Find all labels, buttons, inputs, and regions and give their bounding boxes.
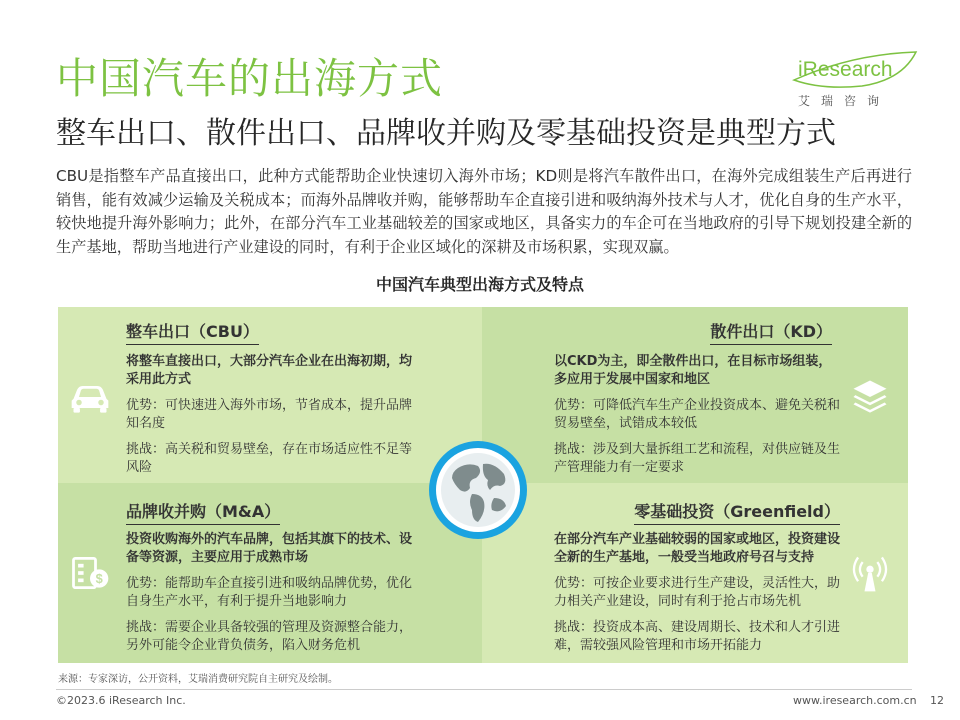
ma-title: 品牌收并购（M&A） bbox=[126, 499, 280, 525]
page-title: 中国汽车的出海方式 bbox=[56, 54, 444, 103]
globe-icon bbox=[428, 440, 528, 540]
iresearch-logo bbox=[792, 50, 918, 112]
cbu-body bbox=[126, 353, 416, 485]
quadrant-greenfield bbox=[482, 483, 908, 663]
copyright: ©2023.6 iResearch Inc. bbox=[56, 694, 186, 707]
kd-body bbox=[554, 353, 844, 485]
greenfield-body bbox=[554, 531, 844, 663]
ma-body bbox=[126, 531, 416, 663]
greenfield-advantage: 优势：可按企业要求进行生产建设，灵活性大，助力相关产业建设，同时有利于抢占市场先机 bbox=[554, 576, 841, 609]
source-note: 来源：专家深访，公开资料，艾瑞消费研究院自主研究及绘制。 bbox=[58, 674, 338, 685]
greenfield-title: 零基础投资（Greenfield） bbox=[634, 499, 840, 525]
quadrant-cbu bbox=[58, 307, 482, 483]
ma-intro: 投资收购海外的汽车品牌，包括其旗下的技术、设备等资源，主要应用于成熟市场 bbox=[126, 532, 413, 565]
page-number: 12 bbox=[930, 694, 944, 707]
ma-advantage: 优势：能帮助车企直接引进和吸纳品牌优势，优化自身生产水平，有利于提升当地影响力 bbox=[126, 576, 413, 609]
kd-advantage: 优势：可降低汽车生产企业投资成本、避免关税和贸易壁垒，试错成本较低 bbox=[554, 398, 841, 431]
quadrant-kd bbox=[482, 307, 908, 483]
quadrant-ma bbox=[58, 483, 482, 663]
cbu-advantage: 优势：可快速进入海外市场，节省成本，提升品牌知名度 bbox=[126, 398, 413, 431]
layers-icon bbox=[848, 375, 892, 419]
footer-divider bbox=[56, 689, 912, 690]
intro-paragraph: CBU是指整车产品直接出口，此种方式能帮助企业快速切入海外市场；KD则是将汽车散件出口，在海外完成组装生产后再进行销售，能有效减少运输及关税成本；而海外品牌收并购，能够帮助车企直接引进和吸纳海外技术与人才，优化自身的生产水平，较快地提升海外影响力；此外，在部分汽车工业基础较差的国家或地区，具备实力的车企可在当地政府的引导下规划投建全新的生产基地，帮助当地进行产业建设的同时，有利于企业区域化的深耕及市场积累，实现双赢。 bbox=[56, 167, 912, 256]
cbu-challenge: 挑战：高关税和贸易壁垒，存在市场适应性不足等风险 bbox=[126, 442, 413, 475]
kd-title: 散件出口（KD） bbox=[710, 319, 832, 345]
ma-challenge: 挑战：需要企业具备较强的管理及资源整合能力，另外可能令企业背负债务，陷入财务危机 bbox=[126, 620, 413, 653]
page-subtitle: 整车出口、散件出口、品牌收并购及零基础投资是典型方式 bbox=[56, 116, 836, 151]
cbu-title: 整车出口（CBU） bbox=[126, 319, 259, 345]
cbu-intro: 将整车直接出口，大部分汽车企业在出海初期，均采用此方式 bbox=[126, 354, 413, 387]
car-icon bbox=[68, 375, 112, 419]
signal-tower-icon bbox=[848, 551, 892, 595]
kd-challenge: 挑战：涉及到大量拆组工艺和流程，对供应链及生产管理能力有一定要求 bbox=[554, 442, 841, 475]
logo-wordmark: iResearch bbox=[798, 58, 893, 81]
finance-document-icon bbox=[68, 551, 112, 595]
greenfield-challenge: 挑战：投资成本高、建设周期长、技术和人才引进难，需较强风险管理和市场开拓能力 bbox=[554, 620, 841, 653]
svg-text:$: $ bbox=[95, 571, 103, 587]
kd-intro: 以CKD为主，即全散件出口，在目标市场组装，多应用于发展中国家和地区 bbox=[554, 354, 832, 387]
greenfield-intro: 在部分汽车产业基础较弱的国家或地区，投资建设全新的生产基地，一般受当地政府号召与支持 bbox=[554, 532, 841, 565]
section-title: 中国汽车典型出海方式及特点 bbox=[375, 275, 584, 294]
website-link[interactable]: www.iresearch.com.cn bbox=[793, 694, 917, 707]
logo-chinese-name: 艾瑞咨询 bbox=[798, 94, 891, 108]
